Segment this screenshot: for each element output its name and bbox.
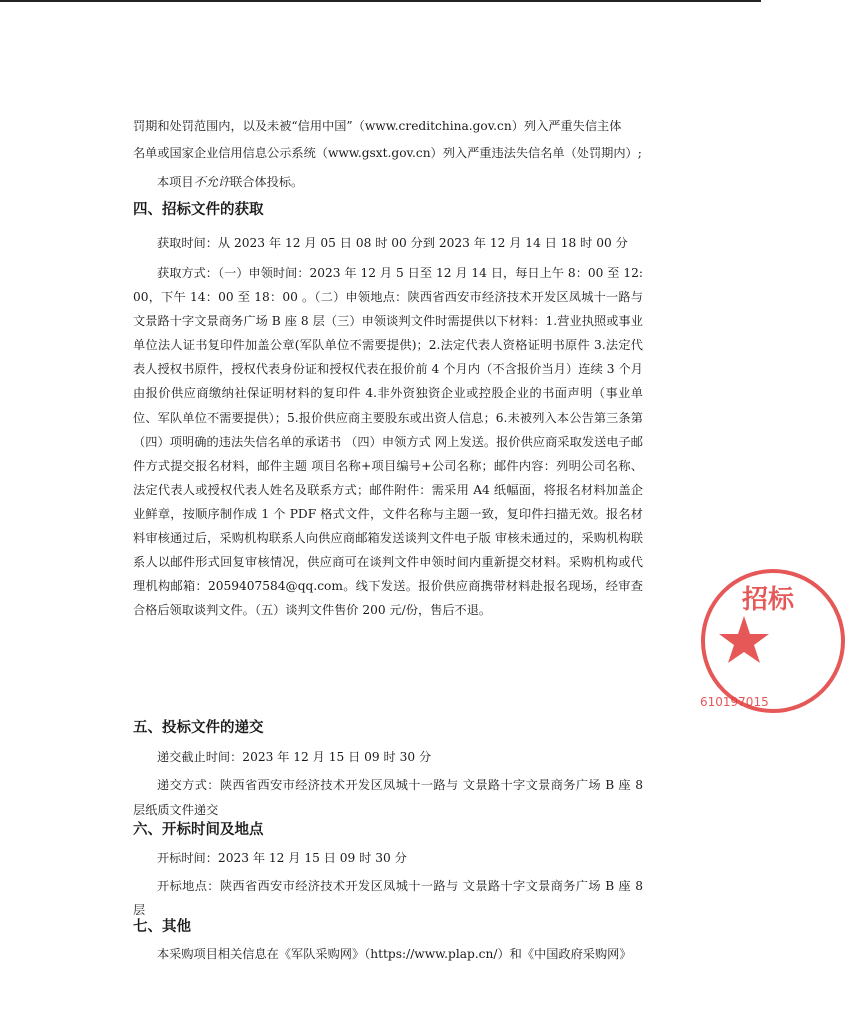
consortium-emphasis: 不允许 bbox=[193, 175, 231, 189]
official-seal-stamp bbox=[698, 566, 848, 716]
seal-star-icon bbox=[719, 616, 769, 663]
section-5-deadline: 递交截止时间：2023 年 12 月 15 日 09 时 30 分 bbox=[157, 750, 432, 764]
consortium-post: 联合体投标。 bbox=[230, 175, 304, 189]
section-6-heading: 六、开标时间及地点 bbox=[133, 822, 264, 838]
section-5-heading: 五、投标文件的递交 bbox=[133, 720, 264, 736]
consortium-pre: 本项目 bbox=[157, 175, 194, 189]
paragraph-consortium bbox=[133, 171, 643, 194]
section-7-heading: 七、其他 bbox=[133, 919, 191, 935]
section-6-time: 开标时间：2023 年 12 月 15 日 09 时 30 分 bbox=[157, 851, 407, 865]
section-7-text: 本采购项目相关信息在《军队采购网》（https://www.plap.cn/）和《中国政府采购网》 bbox=[157, 947, 632, 961]
section-4-time: 获取时间：从 2023 年 12 月 05 日 08 时 00 分到 2023 年 12 月 14 日 18 时 00 分 bbox=[157, 236, 628, 250]
section-5-method: 递交方式：陕西省西安市经济技术开发区凤城十一路与 文景路十字文景商务广场 B 座 8 层纸质文件递交 bbox=[133, 778, 643, 817]
seal-top-text: 招标 bbox=[742, 585, 795, 615]
section-4-heading: 四、招标文件的获取 bbox=[133, 202, 264, 218]
section-6-place: 开标地点：陕西省西安市经济技术开发区凤城十一路与 文景路十字文景商务广场 B 座 8 层 bbox=[133, 879, 643, 917]
section-4-method: 获取方式：（一）申领时间：2023 年 12 月 5 日至 12 月 14 日，每日上午 8：00 至 12:00，下午 14：00 至 18：00 。（二）申领地点：陕西省西安市经济技术开发区凤城十一路与 文景路十字文景商务广场 B 座 8 层（三）申领谈判文件时需提供以下材料：1.营业执照或事业单位法人证书复印件加盖公章(军队单位不需要提供)；2.法定代表人资格证明书原件 3.法定代表人授权书原件，授权代表身份证和授权代表在报价前 4 个月内（不含报价当月）连续 3 个月由报价供应商缴纳社保证明材料的复印件 4.非外资独资企业或控股企业的书面声明（事业单位、军队单位不需要提供）；5.报价供应商主要股东或出资人信息；6.未被列入本公告第三条第（四）项明确的违法失信名单的承诺书 （四）申领方式 网上发送。报价供应商采取发送电子邮件方式提交报名材料，邮件主题 项目名称+项目编号+公司名称；邮件内容：列明公司名称、法定代表人或授权代表人姓名及联系方式；邮件附件：需采用 A4 纸幅面，将报名材料加盖企业鲜章，按顺序制作成 1 个 PDF 格式文件，文件名称与主题一致，复印件扫描无效。报名材料审核通过后，采购机构联系人向供应商邮箱发送谈判文件电子版 审核未通过的，采购机构联系人以邮件形式回复审核情况，供应商可在谈判文件申领时间内重新提交材料。采购机构或代理机构邮箱：2059407584@qq.com。线下发送。报价供应商携带材料赴报名现场，经审查合格后领取谈判文件。（五）谈判文件售价 200 元/份，售后不退。 bbox=[133, 266, 643, 618]
seal-bottom-text: 610197015 bbox=[700, 695, 769, 709]
paragraph-credit-line1: 罚期和处罚范围内，以及未被“信用中国”（www.creditchina.gov.cn）列入严重失信主体 bbox=[133, 119, 622, 133]
paragraph-credit-line2: 名单或国家企业信用信息公示系统（www.gsxt.gov.cn）列入严重违法失信名单（处罚期内）; bbox=[133, 146, 642, 160]
